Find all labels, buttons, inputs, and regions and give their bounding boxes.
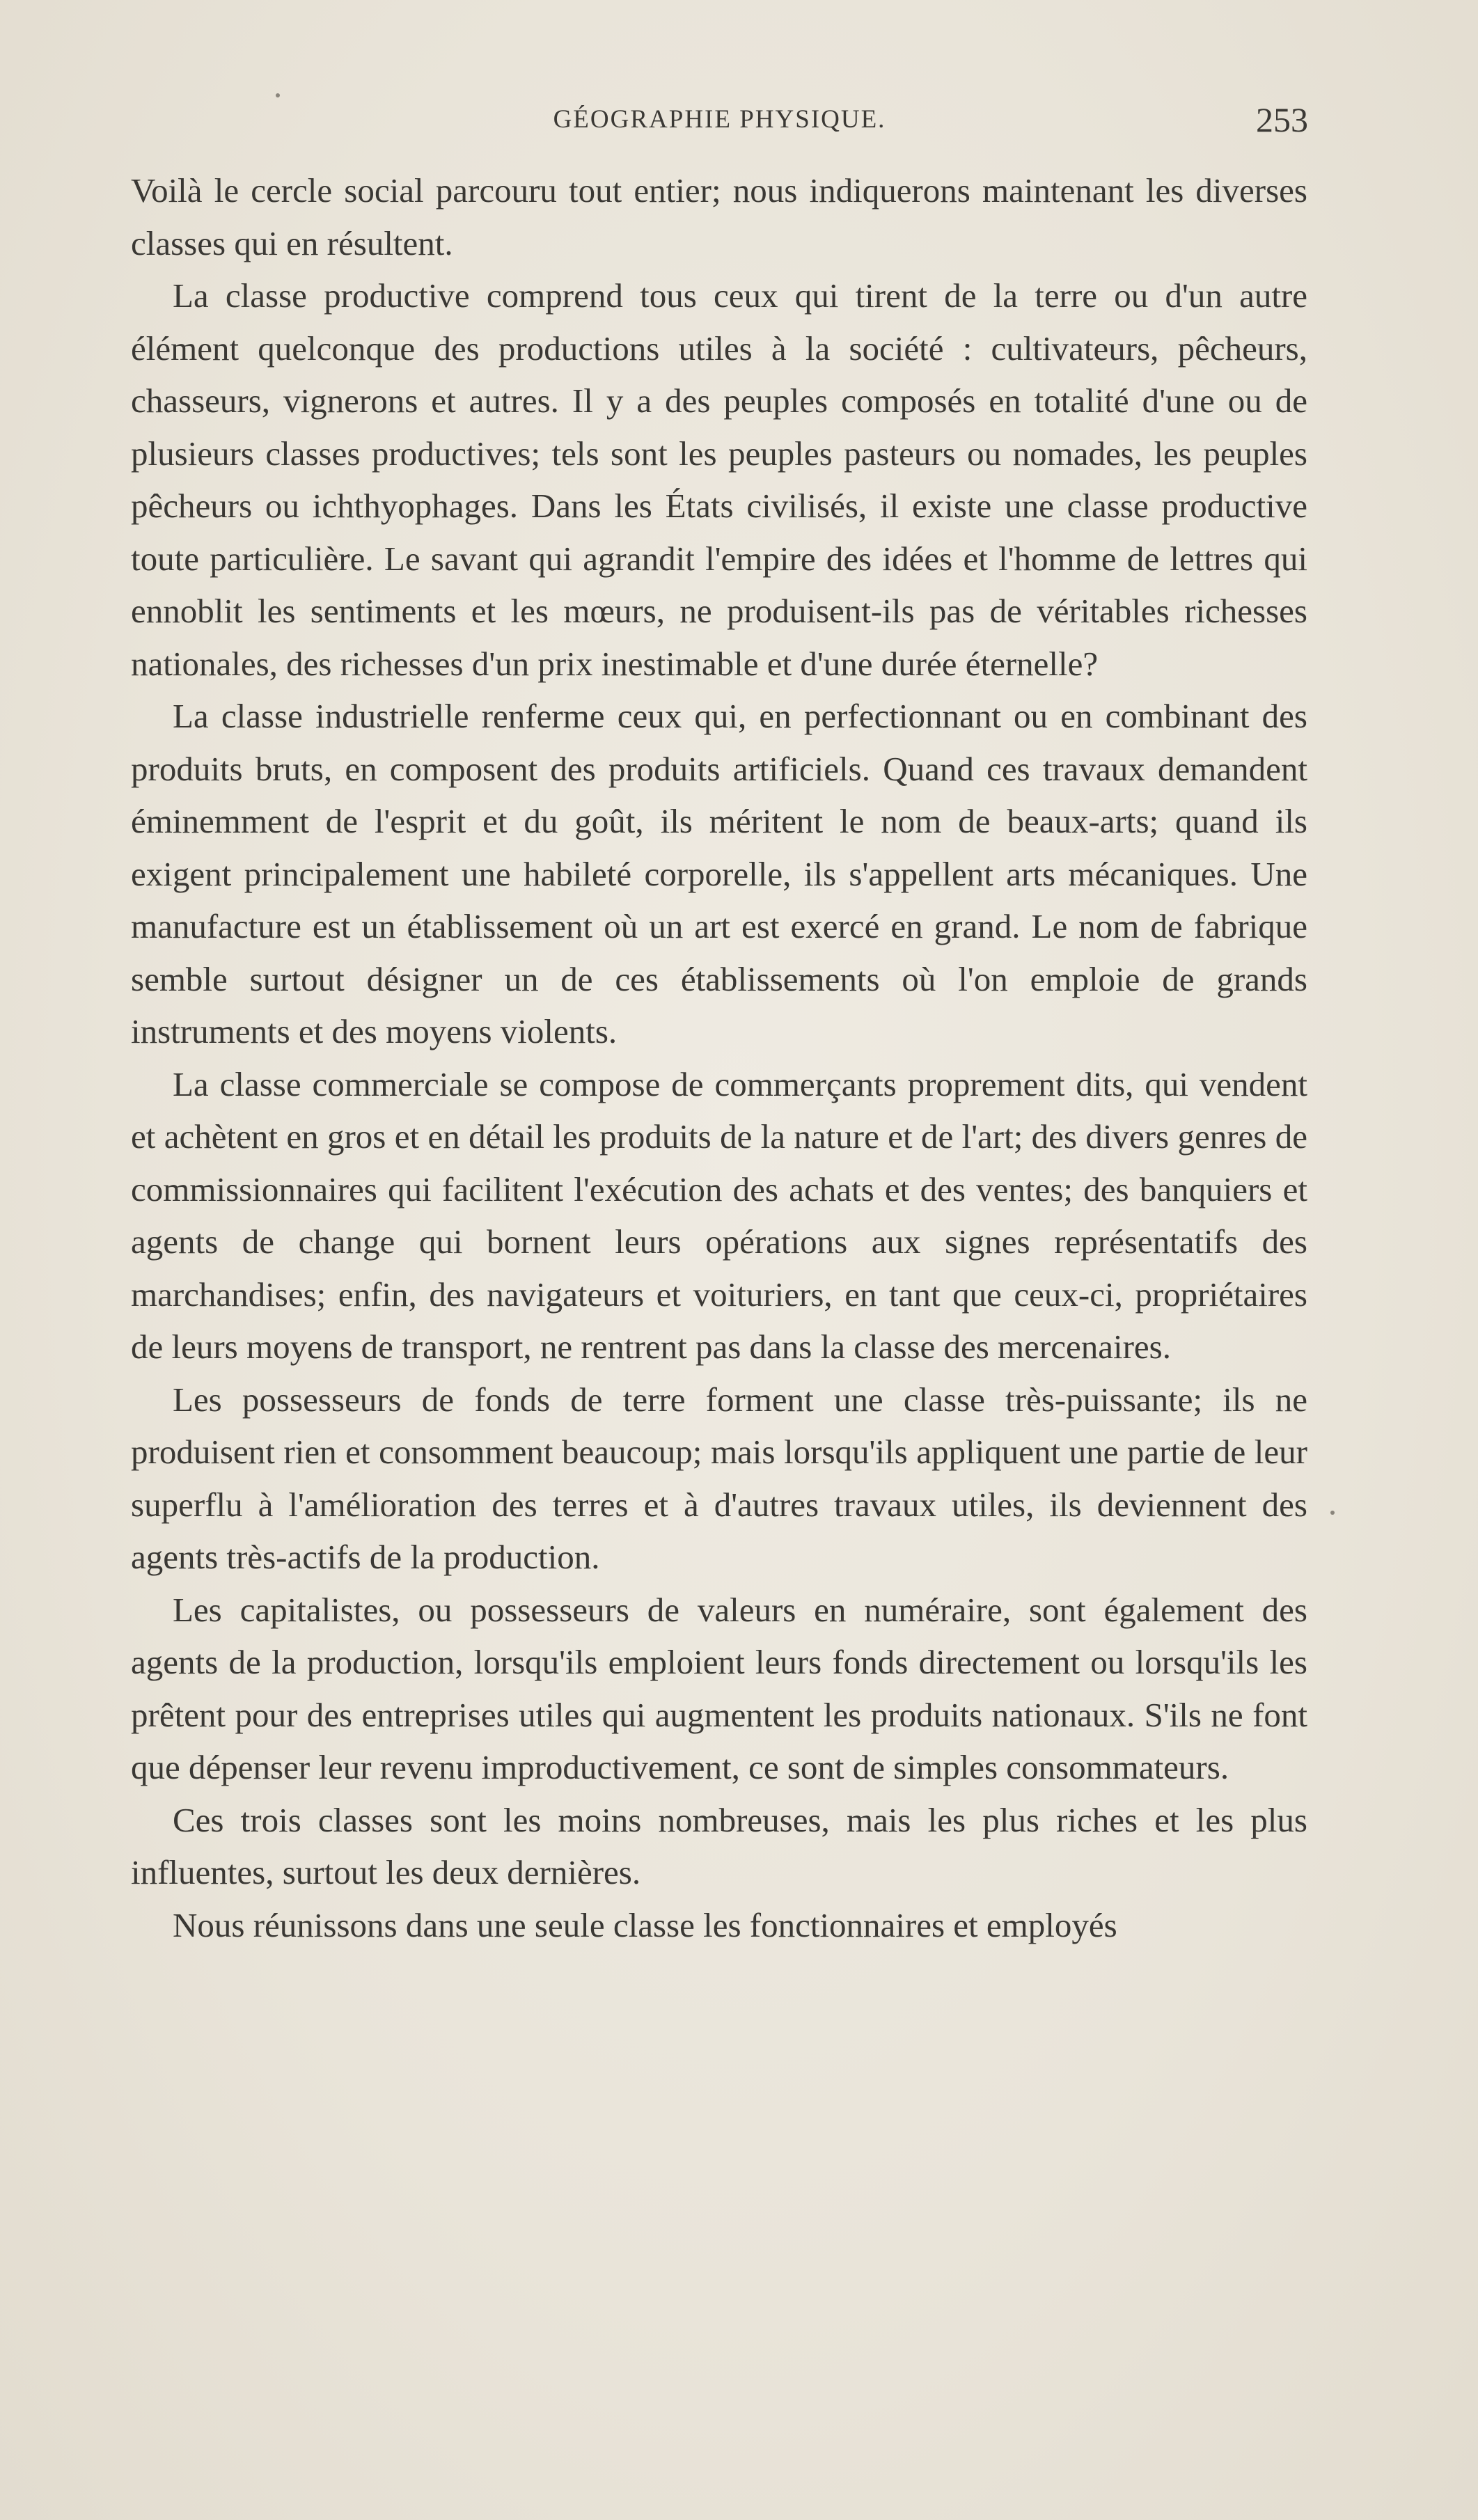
- page-header: [131, 99, 1308, 141]
- paragraph-classe-industrielle: La classe industrielle renferme ceux qui, en perfectionnant ou en combinant des produits bruts, en composent des produits artificiels. Quand ces travaux demandent éminemment de l'esprit et du goût, ils méritent le nom de beaux-arts; quand ils exigent principalement une habileté corporelle, ils s'appellent arts mécaniques. Une manufacture est un établissement où un art est exercé en grand. Le nom de fabrique semble surtout désigner un de ces établissements où l'on emploie de grands instruments et des moyens violents.: [131, 697, 1307, 1050]
- paragraph-classe-commerciale: La classe commerciale se compose de commerçants proprement dits, qui vendent et achètent en gros et en détail les produits de la nature et de l'art; des divers genres de commissionnaires qui facilitent l'exécution des achats et des ventes; des banquiers et agents de change qui bornent leurs opérations aux signes représentatifs des marchandises; enfin, des navigateurs et voituriers, en tant que ceux-ci, propriétaires de leurs moyens de transport, ne rentrent pas dans la classe des mercenaires.: [131, 1064, 1307, 1366]
- paragraph-trois-classes: Ces trois classes sont les moins nombreuses, mais les plus riches et les plus influentes, surtout les deux dernières.: [131, 1800, 1307, 1891]
- paper-speck: [1330, 1511, 1335, 1515]
- paragraph-possesseurs: Les possesseurs de fonds de terre forment une classe très-puissante; ils ne produisent rien et consomment beaucoup; mais lorsqu'ils appliquent une partie de leur superflu à l'amélioration des terres et à d'autres travaux utiles, ils deviennent des agents très-actifs de la production.: [131, 1380, 1307, 1576]
- body-text: [131, 164, 1307, 1951]
- paragraph-capitalistes: Les capitalistes, ou possesseurs de valeurs en numéraire, sont également des agents de la production, lorsqu'ils emploient leurs fonds directement ou lorsqu'ils les prêtent pour des entreprises utiles qui augmentent les produits nationaux. S'ils ne font que dépenser leur revenu improductivement, ce sont de simples consommateurs.: [131, 1590, 1307, 1786]
- paragraph-classe-productive: La classe productive comprend tous ceux qui tirent de la terre ou d'un autre élément quelconque des productions utiles à la société : cultivateurs, pêcheurs, chasseurs, vignerons et autres. Il y a des peuples composés en totalité d'une ou de plusieurs classes productives; tels sont les peuples pasteurs ou nomades, les peuples pêcheurs ou ichthyophages. Dans les États civilisés, il existe une classe productive toute particulière. Le savant qui agrandit l'empire des idées et l'homme de lettres qui ennoblit les sentiments et les mœurs, ne produisent-ils pas de véritables richesses nationales, des richesses d'un prix inestimable et d'une durée éternelle?: [131, 276, 1307, 683]
- paper-speck: [276, 93, 280, 97]
- running-title: GÉOGRAPHIE PHYSIQUE.: [553, 105, 886, 134]
- paragraph-intro: Voilà le cercle social parcouru tout entier; nous indiquerons maintenant les diverses classes qui en résultent.: [131, 171, 1307, 262]
- paragraph-fonctionnaires: Nous réunissons dans une seule classe les fonctionnaires et employés: [173, 1905, 1117, 1944]
- page-number: 253: [1256, 100, 1308, 139]
